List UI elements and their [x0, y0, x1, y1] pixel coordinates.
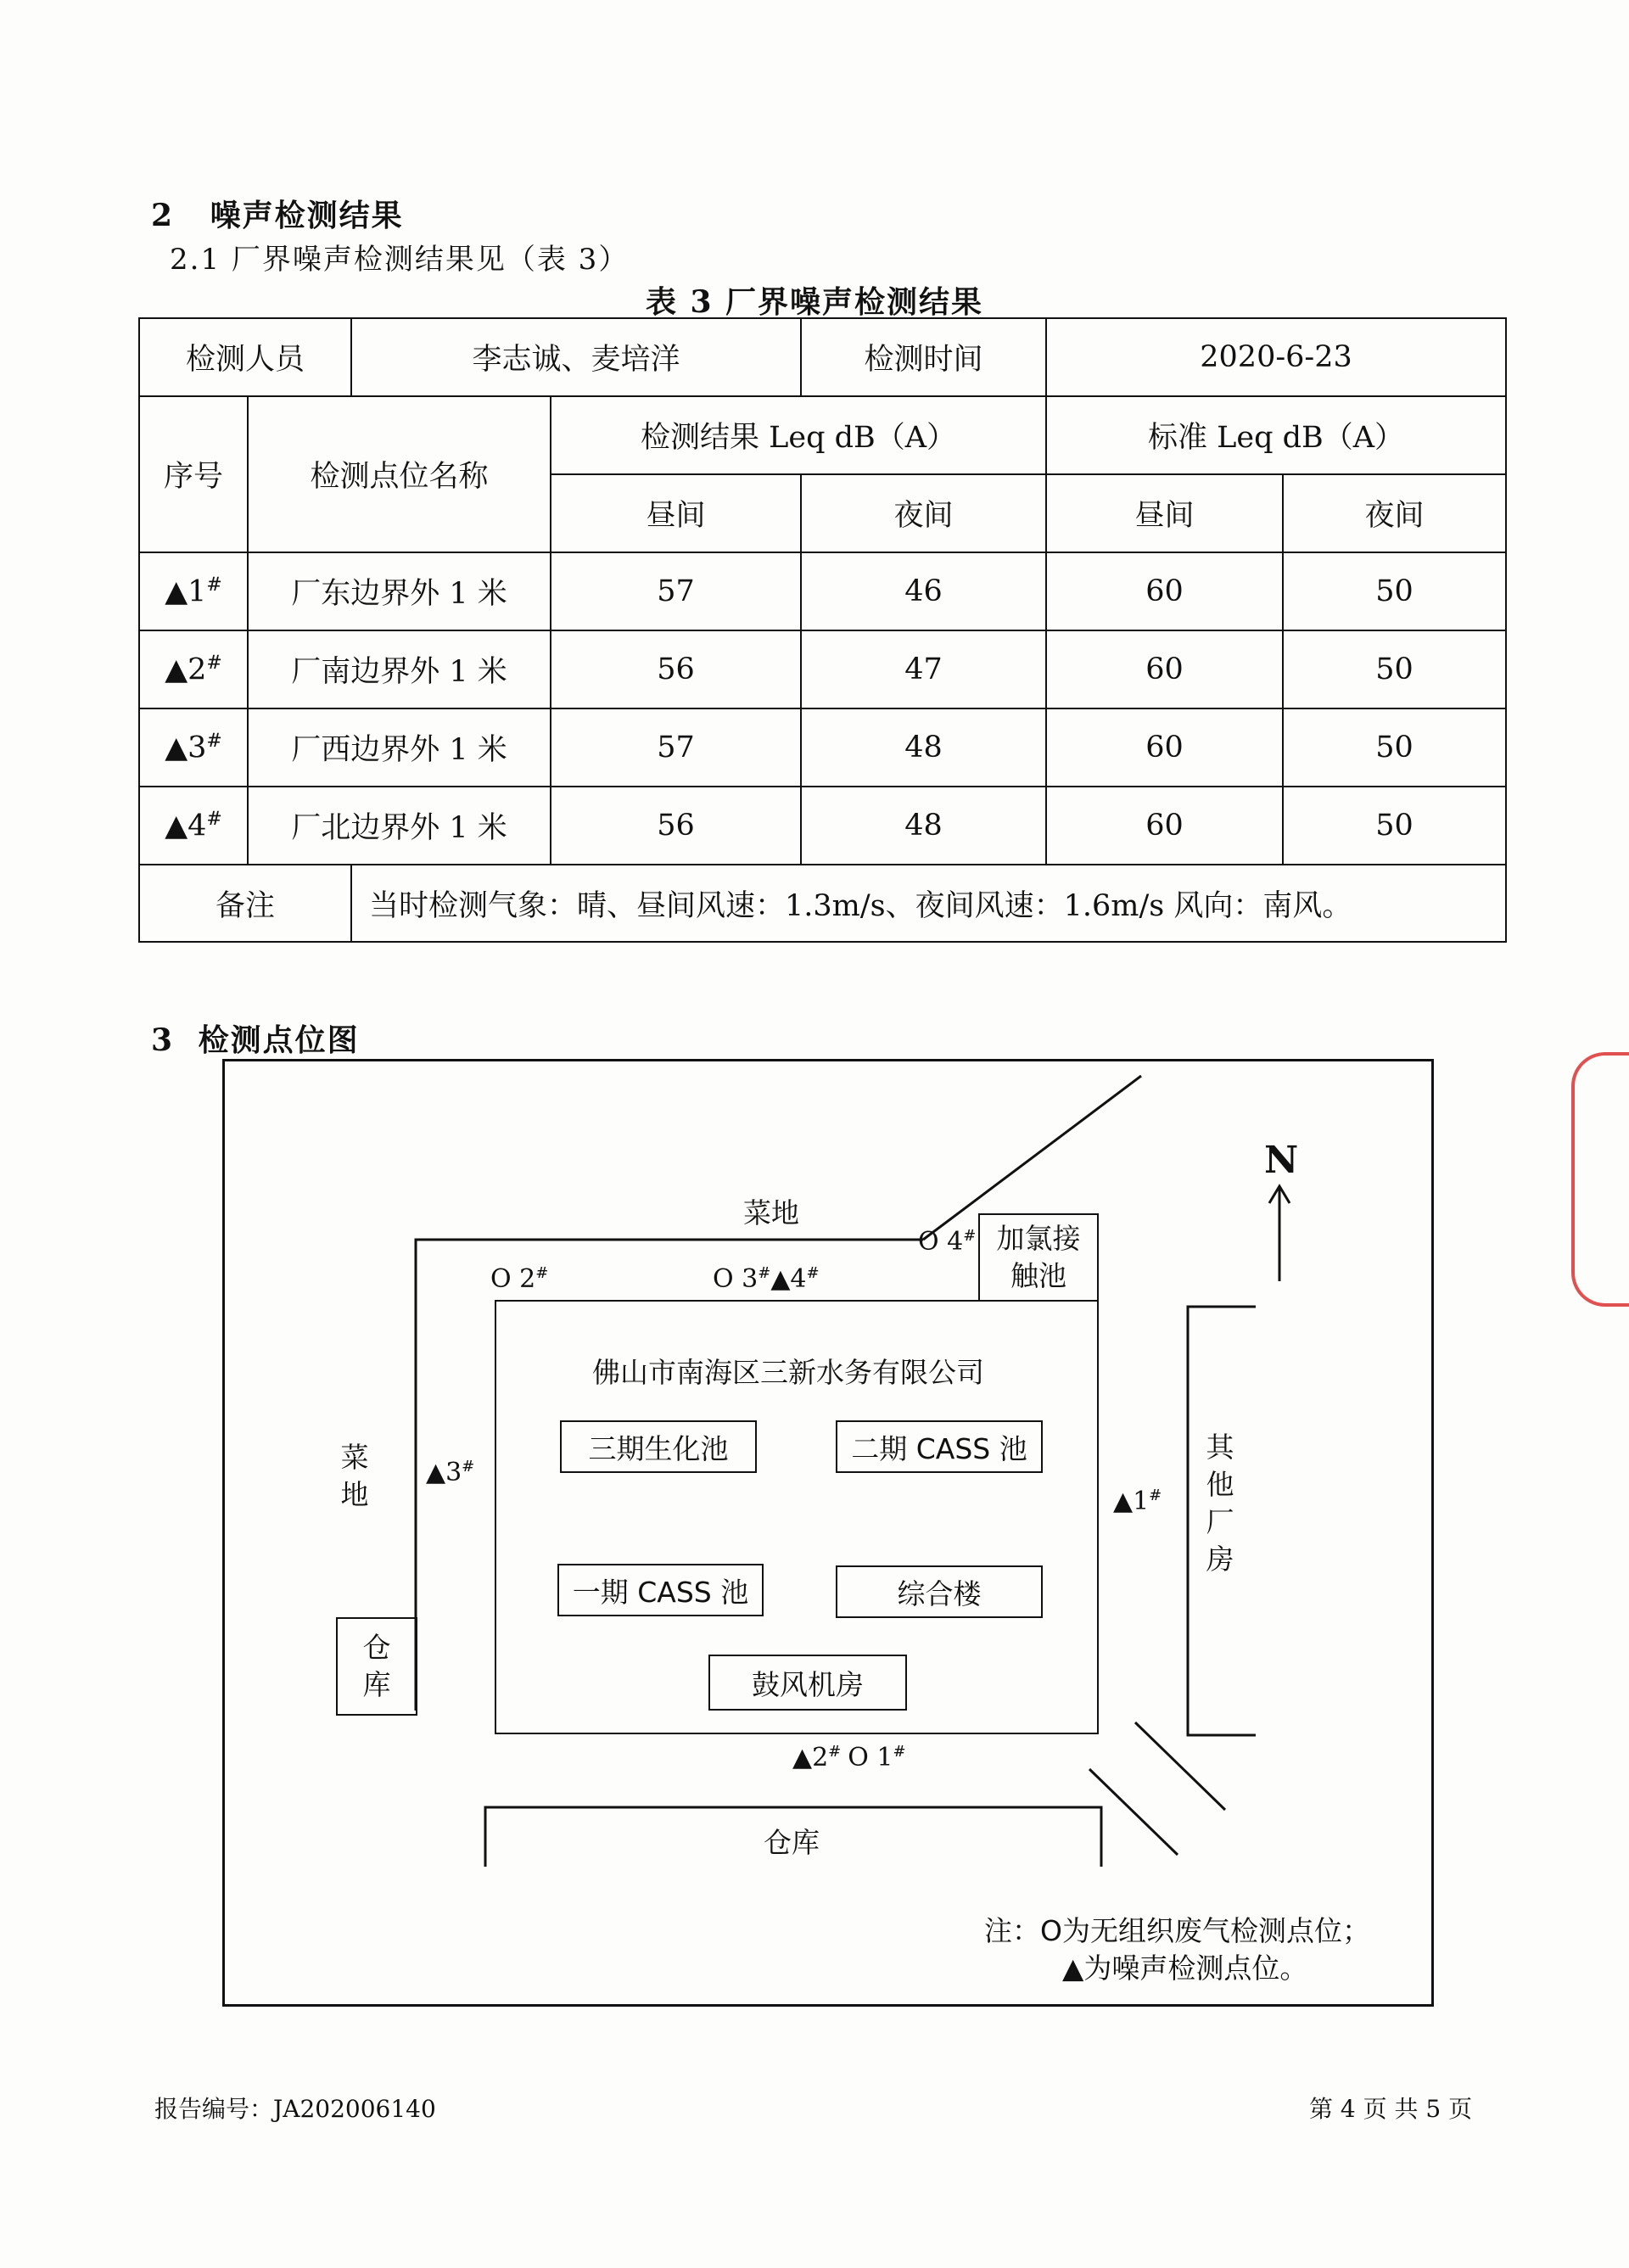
point-o2: O 2#	[490, 1264, 549, 1294]
report-number: 报告编号：JA202006140	[154, 2095, 436, 2123]
subsection-2-1: 2.1 厂界噪声检测结果见（表 3）	[170, 243, 630, 277]
point-t1: ▲1#	[1113, 1487, 1162, 1516]
row-night: 48	[801, 787, 1046, 865]
row-night: 47	[801, 630, 1046, 708]
bottom-warehouse-label: 仓库	[764, 1826, 820, 1859]
pool-phase1: 一期 CASS 池	[557, 1564, 764, 1616]
row-seq: ▲2	[165, 652, 207, 687]
header-result: 检测结果 Leq dB（A）	[551, 396, 1046, 474]
north-label: N	[1264, 1139, 1299, 1182]
remark-label: 备注	[139, 865, 351, 942]
row-std-day: 60	[1046, 708, 1283, 787]
row-seq: ▲4	[165, 809, 207, 843]
pool-phase2: 二期 CASS 池	[836, 1420, 1043, 1473]
header-result-day: 昼间	[551, 474, 801, 552]
point-t3: ▲3#	[426, 1458, 475, 1487]
time-label: 检测时间	[801, 318, 1046, 396]
row-day: 57	[551, 708, 801, 787]
row-point-name: 厂西边界外 1 米	[248, 708, 551, 787]
office-building: 综合楼	[836, 1565, 1043, 1618]
header-point-name: 检测点位名称	[248, 396, 551, 552]
section-2-number: 2	[151, 198, 175, 233]
point-o4: O 4#	[918, 1227, 977, 1257]
top-field-label: 菜地	[743, 1196, 799, 1229]
header-standard: 标准 Leq dB（A）	[1046, 396, 1506, 474]
legend-note-1: 注：O为无组织废气检测点位；	[984, 1914, 1370, 1947]
row-night: 46	[801, 552, 1046, 630]
row-std-night: 50	[1283, 708, 1506, 787]
row-day: 56	[551, 630, 801, 708]
row-seq-mark: #	[206, 730, 222, 752]
row-seq: ▲1	[165, 574, 207, 609]
warehouse-left: 仓库	[336, 1617, 417, 1716]
company-name: 佛山市南海区三新水务有限公司	[592, 1356, 984, 1389]
header-standard-day: 昼间	[1046, 474, 1283, 552]
row-std-day: 60	[1046, 787, 1283, 865]
table-3-caption: 表 3 厂界噪声检测结果	[645, 284, 984, 320]
time-value: 2020-6-23	[1046, 318, 1506, 396]
road-line-1	[1089, 1769, 1178, 1855]
page-number: 第 4 页 共 5 页	[1309, 2095, 1473, 2123]
row-std-night: 50	[1283, 552, 1506, 630]
row-seq-mark: #	[206, 574, 222, 596]
row-point-name: 厂北边界外 1 米	[248, 787, 551, 865]
left-field-label: 菜地	[340, 1441, 369, 1511]
row-seq: ▲3	[165, 731, 207, 765]
legend-note-2: ▲为噪声检测点位。	[1062, 1952, 1308, 1985]
row-night: 48	[801, 708, 1046, 787]
point-t2-o1: ▲2# O 1#	[792, 1743, 906, 1772]
pool-phase3: 三期生化池	[560, 1420, 757, 1473]
row-day: 56	[551, 787, 801, 865]
section-3-text: 检测点位图	[198, 1022, 360, 1058]
row-seq-mark: #	[206, 808, 222, 830]
inspector-value: 李志诚、麦培洋	[351, 318, 801, 396]
inspector-label: 检测人员	[139, 318, 351, 396]
row-day: 57	[551, 552, 801, 630]
header-standard-night: 夜间	[1283, 474, 1506, 552]
point-o3-t4: O 3#▲4#	[713, 1264, 820, 1294]
section-3-number: 3	[151, 1022, 175, 1058]
row-std-day: 60	[1046, 630, 1283, 708]
row-std-day: 60	[1046, 552, 1283, 630]
header-result-night: 夜间	[801, 474, 1046, 552]
row-std-night: 50	[1283, 630, 1506, 708]
row-point-name: 厂南边界外 1 米	[248, 630, 551, 708]
row-seq-mark: #	[206, 652, 222, 674]
chlorine-contact-tank: 加氯接触池	[978, 1213, 1099, 1302]
official-seal-fragment	[1571, 1052, 1629, 1307]
other-plant-label: 其他厂房	[1206, 1431, 1234, 1576]
blower-room: 鼓风机房	[708, 1655, 907, 1711]
section-2-text: 噪声检测结果	[210, 198, 404, 233]
row-std-night: 50	[1283, 787, 1506, 865]
row-point-name: 厂东边界外 1 米	[248, 552, 551, 630]
remark-value: 当时检测气象：晴、昼间风速：1.3m/s、夜间风速：1.6m/s 风向：南风。	[351, 865, 1506, 942]
header-seq: 序号	[139, 396, 248, 552]
